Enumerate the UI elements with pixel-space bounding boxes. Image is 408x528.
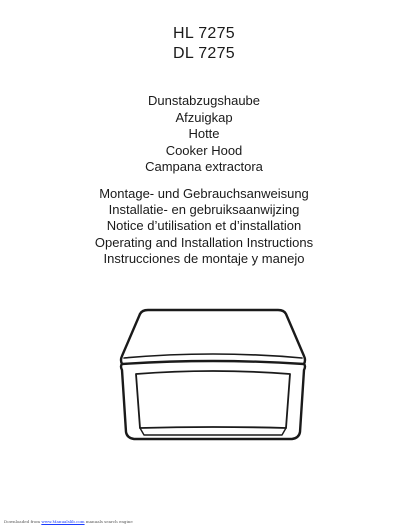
download-footer <box>4 519 133 524</box>
product-name-dutch: Afzuigkap <box>175 109 233 125</box>
hood-rim <box>124 354 302 358</box>
model-numbers <box>0 24 408 64</box>
manual-title-french: Notice d’utilisation et d’installation <box>106 218 302 234</box>
manual-title-spanish: Instrucciones de montaje y manejo <box>103 250 305 266</box>
product-name-french: Hotte <box>188 126 220 141</box>
model-number-dl: DL 7275 <box>173 45 235 62</box>
manual-titles <box>0 186 408 267</box>
model-number-hl: HL 7275 <box>173 25 235 42</box>
hood-inner-panel <box>136 371 290 428</box>
hood-control-strip <box>140 428 286 435</box>
manual-title-english: Operating and Installation Instructions <box>94 234 314 250</box>
cooker-hood-illustration <box>118 308 308 443</box>
footer-link[interactable]: www.Manualslib.com <box>41 519 85 524</box>
footer-prefix: Downloaded from <box>4 519 41 524</box>
manual-title-german: Montage- und Gebrauchsanweisung <box>99 186 309 201</box>
product-name-german: Dunstabzugshaube <box>147 93 261 108</box>
footer-suffix: manuals search engine <box>85 519 133 524</box>
manual-title-dutch: Installatie- en gebruiksaanwijzing <box>108 202 300 218</box>
product-name-spanish: Campana extractora <box>145 159 263 174</box>
product-names <box>0 93 408 176</box>
product-name-english: Cooker Hood <box>165 142 243 158</box>
